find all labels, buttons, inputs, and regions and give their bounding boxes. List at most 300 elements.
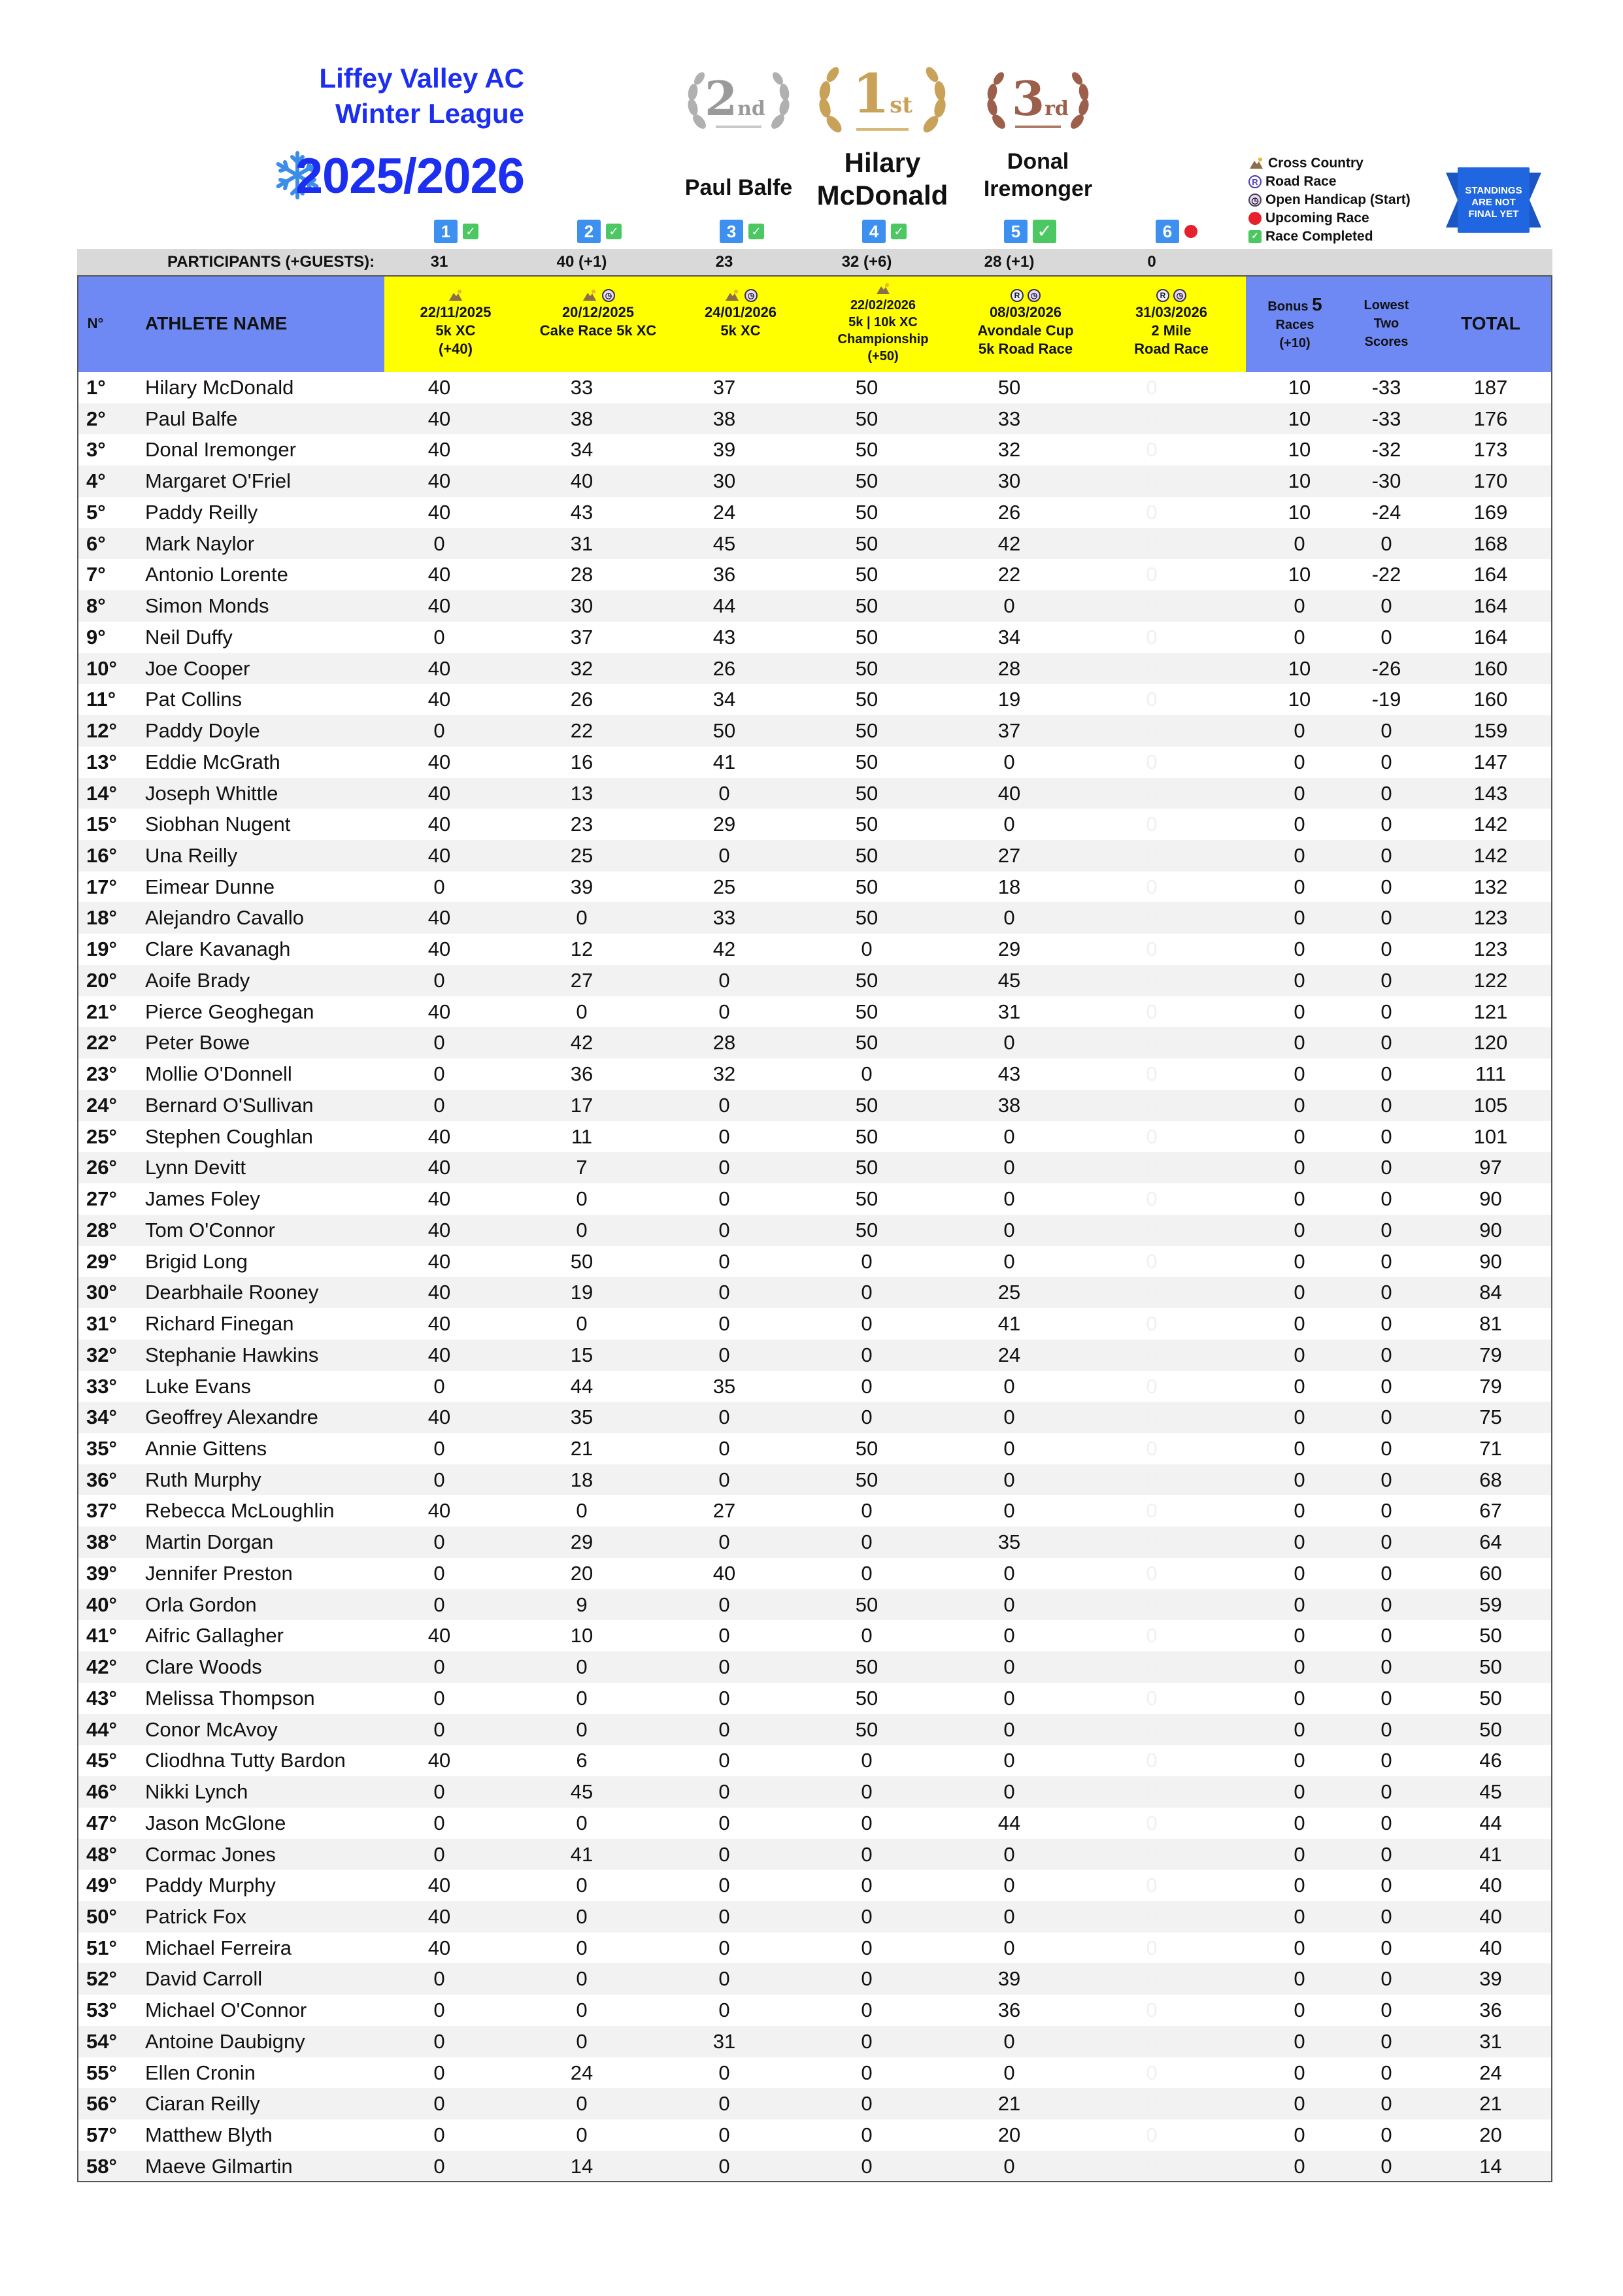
- score-r1: 0: [433, 2123, 445, 2147]
- athlete-rank: 27°: [86, 1187, 117, 1211]
- score-r6: 0: [1146, 688, 1158, 711]
- score-total: 40: [1479, 1936, 1502, 1959]
- score-r6: 0: [1146, 376, 1158, 399]
- score-r5: 0: [1003, 1156, 1015, 1179]
- score-bonus: 0: [1294, 1842, 1305, 1866]
- score-bonus: 0: [1294, 2092, 1305, 2116]
- score-r6: 0: [1146, 1686, 1158, 1710]
- score-r2: 36: [570, 1062, 594, 1086]
- score-r3: 0: [718, 1093, 730, 1117]
- athlete-rank: 30°: [86, 1281, 117, 1304]
- score-r6: 0: [1146, 1249, 1158, 1273]
- score-r6: 0: [1146, 1780, 1158, 1804]
- score-r5: 38: [997, 1093, 1021, 1117]
- table-row: [77, 2119, 1552, 2151]
- score-lowest: 0: [1380, 1749, 1392, 1772]
- athlete-name: James Foley: [145, 1187, 260, 1211]
- second-place-name: Paul Balfe: [684, 175, 793, 200]
- legend-item: [1248, 154, 1411, 173]
- athlete-rank: 9°: [86, 625, 106, 649]
- table-row: [77, 1183, 1552, 1215]
- score-r2: 39: [570, 875, 594, 898]
- score-bonus: 0: [1294, 875, 1305, 898]
- score-lowest: 0: [1380, 2029, 1392, 2053]
- score-r3: 0: [718, 2061, 730, 2084]
- score-r4: 50: [855, 968, 878, 992]
- legend-item: [1248, 209, 1411, 228]
- score-r4: 0: [861, 1874, 873, 1897]
- score-total: 75: [1479, 1406, 1502, 1429]
- score-r4: 50: [855, 906, 878, 930]
- column-header-race-1: 22/11/2025 5k XC (+40): [384, 275, 527, 372]
- score-r5: 34: [997, 625, 1021, 649]
- score-r3: 45: [712, 532, 736, 555]
- score-r6: 0: [1146, 1374, 1158, 1398]
- score-r4: 0: [861, 1530, 873, 1554]
- score-lowest: -30: [1371, 469, 1401, 493]
- score-r5: 20: [997, 2123, 1021, 2147]
- score-r5: 0: [1003, 1904, 1015, 1928]
- athlete-name: Nikki Lynch: [145, 1780, 248, 1804]
- score-bonus: 0: [1294, 1811, 1305, 1834]
- open-handicap-icon: ◷: [745, 289, 758, 302]
- table-row: [77, 497, 1552, 528]
- athlete-rank: 41°: [86, 1624, 117, 1647]
- score-r4: 0: [861, 2123, 873, 2147]
- athlete-rank: 23°: [86, 1062, 117, 1086]
- score-r1: 0: [433, 532, 445, 555]
- score-total: 64: [1479, 1530, 1502, 1554]
- score-total: 173: [1473, 438, 1508, 462]
- athlete-name: Joseph Whittle: [145, 781, 278, 805]
- score-r4: 0: [861, 1374, 873, 1398]
- score-r2: 0: [576, 2029, 588, 2053]
- score-r5: 0: [1003, 1374, 1015, 1398]
- open-handicap-icon: ◷: [1173, 289, 1186, 302]
- score-r3: 34: [712, 688, 736, 711]
- score-lowest: -19: [1371, 688, 1401, 711]
- athlete-rank: 19°: [86, 937, 117, 961]
- athlete-name: Jennifer Preston: [145, 1561, 293, 1585]
- score-r6: 0: [1146, 1218, 1158, 1241]
- score-r5: 26: [997, 500, 1021, 524]
- score-lowest: 0: [1380, 1811, 1392, 1834]
- score-bonus: 0: [1294, 2123, 1305, 2147]
- score-total: 59: [1479, 1593, 1502, 1616]
- score-r4: 0: [861, 1967, 873, 1991]
- score-bonus: 0: [1294, 532, 1305, 555]
- score-r2: 21: [570, 1436, 594, 1460]
- second-place-number: 2nd: [705, 71, 765, 126]
- athlete-rank: 36°: [86, 1468, 117, 1491]
- score-total: 67: [1479, 1499, 1502, 1523]
- athlete-name: Dearbhaile Rooney: [145, 1281, 319, 1304]
- score-r3: 0: [718, 1249, 730, 1273]
- score-r3: 0: [718, 1124, 730, 1148]
- athlete-name: Ellen Cronin: [145, 2061, 256, 2084]
- score-lowest: -26: [1371, 656, 1401, 680]
- score-r3: 28: [712, 1031, 736, 1055]
- score-r1: 40: [427, 1406, 451, 1429]
- score-lowest: 0: [1380, 1999, 1392, 2022]
- athlete-rank: 14°: [86, 781, 117, 805]
- score-r2: 18: [570, 1468, 594, 1491]
- score-total: 71: [1479, 1436, 1502, 1460]
- score-lowest: -24: [1371, 500, 1401, 524]
- athlete-name: Stephanie Hawkins: [145, 1343, 319, 1366]
- score-r4: 50: [855, 469, 878, 493]
- athlete-rank: 7°: [86, 563, 106, 586]
- athlete-name: Melissa Thompson: [145, 1686, 315, 1710]
- score-r1: 0: [433, 625, 445, 649]
- legend-label: Race Completed: [1265, 229, 1373, 244]
- score-total: 123: [1473, 906, 1508, 930]
- score-r2: 44: [570, 1374, 594, 1398]
- score-total: 68: [1479, 1468, 1502, 1491]
- athlete-rank: 46°: [86, 1780, 117, 1804]
- score-r1: 40: [427, 688, 451, 711]
- score-r1: 0: [433, 1062, 445, 1086]
- score-r6: 0: [1146, 1530, 1158, 1554]
- athlete-name: Bernard O'Sullivan: [145, 1093, 314, 1117]
- score-r1: 0: [433, 1999, 445, 2022]
- score-r1: 0: [433, 968, 445, 992]
- cross-country-icon: [581, 289, 598, 302]
- score-r5: 44: [997, 1811, 1021, 1834]
- score-r4: 0: [861, 1343, 873, 1366]
- score-r5: 0: [1003, 1187, 1015, 1211]
- score-r6: 0: [1146, 1874, 1158, 1897]
- score-r3: 0: [718, 1312, 730, 1336]
- score-total: 143: [1473, 781, 1508, 805]
- athlete-name: Peter Bowe: [145, 1031, 250, 1055]
- score-r6: 0: [1146, 1406, 1158, 1429]
- score-r6: 0: [1146, 1936, 1158, 1959]
- score-r4: 0: [861, 2061, 873, 2084]
- score-r1: 40: [427, 1936, 451, 1959]
- athlete-rank: 57°: [86, 2123, 117, 2147]
- race-number: 5: [1004, 220, 1028, 243]
- column-header-bonus: Bonus 5 Races (+10): [1267, 294, 1322, 350]
- score-r4: 0: [861, 1749, 873, 1772]
- score-r2: 43: [570, 500, 594, 524]
- score-lowest: 0: [1380, 1000, 1392, 1023]
- score-r6: 0: [1146, 1499, 1158, 1523]
- score-r6: 0: [1146, 1904, 1158, 1928]
- column-header-lowest: Lowest Two Scores: [1364, 298, 1409, 349]
- score-total: 20: [1479, 2123, 1502, 2147]
- score-bonus: 0: [1294, 937, 1305, 961]
- athlete-name: Tom O'Connor: [145, 1218, 275, 1241]
- first-place-name: [797, 146, 967, 212]
- score-bonus: 0: [1294, 1561, 1305, 1585]
- table-row: [77, 434, 1552, 465]
- score-total: 44: [1479, 1811, 1502, 1834]
- score-total: 50: [1479, 1624, 1502, 1647]
- table-row: [77, 1058, 1552, 1090]
- score-r1: 40: [427, 813, 451, 836]
- athlete-name: Rebecca McLoughlin: [145, 1499, 335, 1523]
- score-r4: 50: [855, 1124, 878, 1148]
- athlete-rank: 43°: [86, 1686, 117, 1710]
- athlete-rank: 45°: [86, 1749, 117, 1772]
- score-r4: 50: [855, 376, 878, 399]
- score-r3: 44: [712, 594, 736, 618]
- score-total: 176: [1473, 407, 1508, 430]
- score-bonus: 0: [1294, 1717, 1305, 1741]
- score-bonus: 10: [1288, 500, 1311, 524]
- athlete-rank: 5°: [86, 500, 106, 524]
- score-bonus: 10: [1288, 688, 1311, 711]
- athlete-rank: 2°: [86, 407, 106, 430]
- score-r2: 20: [570, 1561, 594, 1585]
- table-row: [77, 559, 1552, 590]
- athlete-rank: 29°: [86, 1249, 117, 1273]
- table-row: [77, 1433, 1552, 1464]
- open-handicap-icon: ◷: [1028, 289, 1041, 302]
- score-lowest: 0: [1380, 906, 1392, 930]
- score-r5: 0: [1003, 2154, 1015, 2178]
- athlete-rank: 13°: [86, 750, 117, 773]
- race-status-5: [1004, 218, 1056, 245]
- score-r6: 0: [1146, 438, 1158, 462]
- score-bonus: 0: [1294, 1124, 1305, 1148]
- score-r5: 0: [1003, 1561, 1015, 1585]
- score-r1: 40: [427, 656, 451, 680]
- score-bonus: 0: [1294, 1749, 1305, 1772]
- table-row: [77, 996, 1552, 1028]
- score-bonus: 0: [1294, 1218, 1305, 1241]
- score-r2: 25: [570, 844, 594, 868]
- score-total: 105: [1473, 1093, 1508, 1117]
- table-row: [77, 1371, 1552, 1402]
- score-r1: 40: [427, 1624, 451, 1647]
- athlete-rank: 22°: [86, 1031, 117, 1055]
- score-total: 90: [1479, 1218, 1502, 1241]
- score-r5: 45: [997, 968, 1021, 992]
- score-bonus: 0: [1294, 1655, 1305, 1679]
- score-total: 84: [1479, 1281, 1502, 1304]
- score-r1: 40: [427, 1218, 451, 1241]
- score-r3: 32: [712, 1062, 736, 1086]
- score-lowest: 0: [1380, 1780, 1392, 1804]
- score-bonus: 0: [1294, 1343, 1305, 1366]
- score-r4: 50: [855, 1093, 878, 1117]
- athlete-name: Jason McGlone: [145, 1811, 286, 1834]
- score-r2: 0: [576, 2092, 588, 2116]
- score-r3: 0: [718, 1874, 730, 1897]
- score-r4: 50: [855, 1436, 878, 1460]
- score-r5: 43: [997, 1062, 1021, 1086]
- score-r2: 50: [570, 1249, 594, 1273]
- score-r2: 22: [570, 719, 594, 743]
- score-total: 164: [1473, 563, 1508, 586]
- score-r3: 43: [712, 625, 736, 649]
- score-r5: 0: [1003, 1468, 1015, 1491]
- score-r5: 0: [1003, 1406, 1015, 1429]
- score-r3: 38: [712, 407, 736, 430]
- score-total: 60: [1479, 1561, 1502, 1585]
- score-lowest: -22: [1371, 563, 1401, 586]
- legend: [1248, 154, 1411, 246]
- table-row: [77, 840, 1552, 871]
- score-r4: 0: [861, 1249, 873, 1273]
- score-r4: 50: [855, 594, 878, 618]
- score-total: 160: [1473, 688, 1508, 711]
- score-bonus: 10: [1288, 438, 1311, 462]
- column-header-race-2: ◷ 20/12/2025 Cake Race 5k XC: [527, 275, 669, 372]
- score-lowest: 0: [1380, 750, 1392, 773]
- score-r5: 0: [1003, 1655, 1015, 1679]
- score-r3: 0: [718, 1218, 730, 1241]
- score-lowest: 0: [1380, 1062, 1392, 1086]
- score-lowest: 0: [1380, 1124, 1392, 1148]
- athlete-name: Ruth Murphy: [145, 1468, 261, 1491]
- score-r3: 0: [718, 781, 730, 805]
- athlete-name: Lynn Devitt: [145, 1156, 246, 1179]
- score-r3: 0: [718, 1530, 730, 1554]
- athlete-name: Aifric Gallagher: [145, 1624, 284, 1647]
- score-r2: 29: [570, 1530, 594, 1554]
- score-r5: 40: [997, 781, 1021, 805]
- score-lowest: 0: [1380, 813, 1392, 836]
- score-r3: 0: [718, 2092, 730, 2116]
- score-r1: 0: [433, 1374, 445, 1398]
- score-total: 90: [1479, 1187, 1502, 1211]
- athlete-name: Paddy Doyle: [145, 719, 260, 743]
- score-r3: 29: [712, 813, 736, 836]
- athlete-name: Aoife Brady: [145, 968, 250, 992]
- score-r5: 0: [1003, 2029, 1015, 2053]
- participants-row: [77, 249, 1552, 275]
- column-header-race-3: ◷ 24/01/2026 5k XC: [669, 275, 812, 372]
- score-r4: 0: [861, 1561, 873, 1585]
- score-r5: 30: [997, 469, 1021, 493]
- open-handicap-icon: ◷: [602, 289, 615, 302]
- score-r3: 37: [712, 376, 736, 399]
- score-r4: 50: [855, 1717, 878, 1741]
- score-total: 168: [1473, 532, 1508, 555]
- score-r6: 0: [1146, 937, 1158, 961]
- legend-item: [1248, 191, 1411, 209]
- score-r1: 0: [433, 2154, 445, 2178]
- score-r5: 0: [1003, 1686, 1015, 1710]
- table-row: [77, 1090, 1552, 1121]
- score-r4: 50: [855, 532, 878, 555]
- score-r1: 40: [427, 1749, 451, 1772]
- score-r4: 50: [855, 438, 878, 462]
- score-r1: 40: [427, 500, 451, 524]
- score-r3: 40: [712, 1561, 736, 1585]
- score-r5: 0: [1003, 906, 1015, 930]
- table-row: [77, 1776, 1552, 1808]
- score-r4: 50: [855, 875, 878, 898]
- athlete-name: Michael O'Connor: [145, 1999, 307, 2022]
- athlete-name: Pat Collins: [145, 688, 243, 711]
- score-r6: 0: [1146, 1749, 1158, 1772]
- athlete-rank: 4°: [86, 469, 106, 493]
- table-row: [77, 1620, 1552, 1651]
- score-r3: 35: [712, 1374, 736, 1398]
- score-r1: 40: [427, 1281, 451, 1304]
- score-r5: 35: [997, 1530, 1021, 1554]
- score-total: 187: [1473, 376, 1508, 399]
- score-r3: 33: [712, 906, 736, 930]
- score-lowest: 0: [1380, 594, 1392, 618]
- standings-banner: [1446, 166, 1541, 234]
- score-r5: 0: [1003, 594, 1015, 618]
- table-row: [77, 1495, 1552, 1527]
- score-bonus: 0: [1294, 1967, 1305, 1991]
- score-r6: 0: [1146, 1561, 1158, 1585]
- score-r2: 0: [576, 1655, 588, 1679]
- table-row: [77, 2151, 1552, 2182]
- third-place-name-line1: Donal: [1007, 149, 1069, 174]
- race-status-4: [862, 218, 907, 245]
- score-r4: 50: [855, 1187, 878, 1211]
- score-r1: 40: [427, 1312, 451, 1336]
- table-row: [77, 1901, 1552, 1933]
- score-r3: 0: [718, 1904, 730, 1928]
- participants-race-1: 31: [430, 253, 448, 271]
- table-row: [77, 1340, 1552, 1371]
- score-r1: 0: [433, 1436, 445, 1460]
- table-row: [77, 2057, 1552, 2089]
- score-r6: 0: [1146, 407, 1158, 430]
- cross-country-icon: [1248, 157, 1264, 170]
- score-lowest: 0: [1380, 2092, 1392, 2116]
- score-bonus: 10: [1288, 656, 1311, 680]
- score-r3: 41: [712, 750, 736, 773]
- score-lowest: 0: [1380, 1031, 1392, 1055]
- score-r3: 0: [718, 1967, 730, 1991]
- score-r4: 50: [855, 813, 878, 836]
- score-r3: 36: [712, 563, 736, 586]
- score-r5: 0: [1003, 1936, 1015, 1959]
- athlete-name: Annie Gittens: [145, 1436, 267, 1460]
- score-bonus: 0: [1294, 1156, 1305, 1179]
- table-row: [77, 1839, 1552, 1870]
- athlete-rank: 47°: [86, 1811, 117, 1834]
- score-r4: 0: [861, 1936, 873, 1959]
- score-r2: 10: [570, 1624, 594, 1647]
- athlete-rank: 42°: [86, 1655, 117, 1679]
- score-r2: 40: [570, 469, 594, 493]
- athlete-name: Maeve Gilmartin: [145, 2154, 293, 2178]
- score-lowest: 0: [1380, 844, 1392, 868]
- table-row: [77, 1558, 1552, 1589]
- score-r5: 0: [1003, 1780, 1015, 1804]
- season-title: 2025/2026: [295, 148, 524, 204]
- score-r3: 0: [718, 1686, 730, 1710]
- athlete-name: Patrick Fox: [145, 1904, 247, 1928]
- table-row: [77, 2088, 1552, 2119]
- score-r3: 0: [718, 1655, 730, 1679]
- score-lowest: 0: [1380, 719, 1392, 743]
- score-bonus: 10: [1288, 469, 1311, 493]
- score-r3: 25: [712, 875, 736, 898]
- legend-item: [1248, 173, 1411, 191]
- table-row: [77, 1277, 1552, 1308]
- score-r2: 35: [570, 1406, 594, 1429]
- score-lowest: 0: [1380, 1904, 1392, 1928]
- score-r4: 0: [861, 1904, 873, 1928]
- score-r4: 0: [861, 2029, 873, 2053]
- score-bonus: 0: [1294, 2154, 1305, 2178]
- third-place-name: [960, 148, 1116, 203]
- table-row: [77, 715, 1552, 747]
- participants-label: PARTICIPANTS (+GUESTS):: [167, 253, 375, 271]
